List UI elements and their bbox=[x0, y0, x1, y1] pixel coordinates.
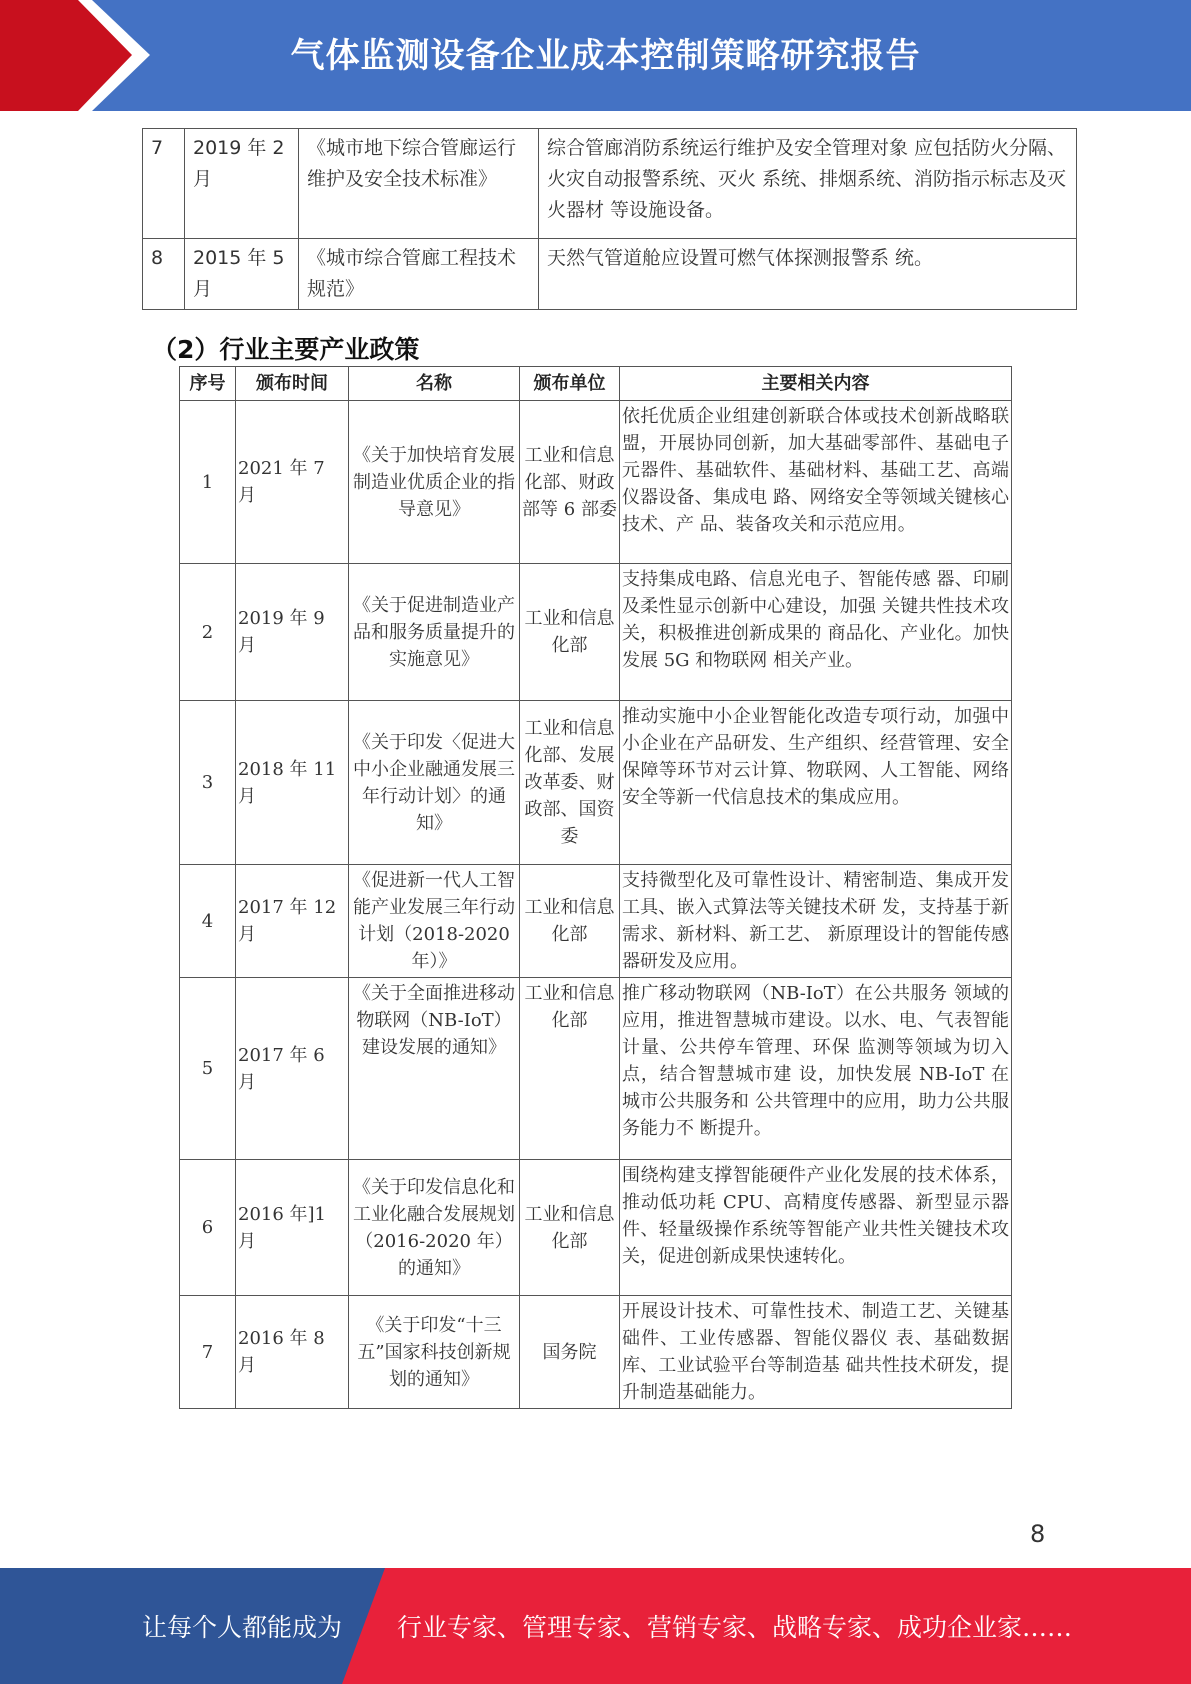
row-name: 《城市综合管廊工程技术 规范》 bbox=[299, 239, 539, 310]
row-content: 围绕构建支撑智能硬件产业化发展的技术体系，推动低功耗 CPU、高精度传感器、新型显示器件、轻量级操作系统等智能产业共性关键技术攻关，促进创新成果快速转化。 bbox=[620, 1160, 1012, 1296]
row-name: 《关于印发信息化和工业化融合发展规划（2016-2020 年）的通知》 bbox=[349, 1160, 520, 1296]
row-date: 2017 年 12 月 bbox=[236, 865, 349, 978]
row-index: 4 bbox=[180, 865, 236, 978]
row-date: 2016 年 8 月 bbox=[236, 1296, 349, 1409]
page-number: 8 bbox=[1030, 1520, 1046, 1548]
industry-policy-table bbox=[179, 366, 1012, 1409]
row-name: 《关于全面推进移动物联网（NB-IoT）建设发展的通知》 bbox=[349, 978, 520, 1160]
row-name: 《关于印发〈促进大中小企业融通发展三年行动计划〉的通知》 bbox=[349, 701, 520, 865]
header-content: 主要相关内容 bbox=[620, 367, 1012, 401]
section-title: （2）行业主要产业政策 bbox=[152, 335, 420, 364]
header-banner bbox=[0, 0, 1191, 111]
row-content: 推广移动物联网（NB-IoT）在公共服务 领域的应用，推进智慧城市建设。以水、电、气表智能计量、公共停车管理、环保 监测等领域为切入点，结合智慧城市建 设，加快发展 NB-IoT 在城市公共服务和 公共管理中的应用，助力公共服务能力不 断提升。 bbox=[620, 978, 1012, 1160]
header-name: 名称 bbox=[349, 367, 520, 401]
report-title: 气体监测设备企业成本控制策略研究报告 bbox=[290, 36, 921, 76]
row-content: 支持微型化及可靠性设计、精密制造、集成开发工具、嵌入式算法等关键技术研 发，支持基于新需求、新材料、新工艺、 新原理设计的智能传感器研发及应用。 bbox=[620, 865, 1012, 978]
row-index: 7 bbox=[143, 129, 185, 239]
row-name: 《城市地下综合管廊运行 维护及安全技术标准》 bbox=[299, 129, 539, 239]
row-content: 支持集成电路、信息光电子、智能传感 器、印刷及柔性显示创新中心建设，加强 关键共性技术攻关，积极推进创新成果的 商品化、产业化。加快发展 5G 和物联网 相关产业。 bbox=[620, 564, 1012, 701]
row-date: 2015 年 5 月 bbox=[185, 239, 299, 310]
table-row bbox=[180, 1296, 1012, 1409]
row-name: 《关于加快培育发展制造业优质企业的指导意见》 bbox=[349, 401, 520, 564]
table-row bbox=[180, 401, 1012, 564]
footer-slogan-right: 行业专家、管理专家、营销专家、战略专家、成功企业家…… bbox=[397, 1613, 1073, 1642]
row-content: 综合管廊消防系统运行维护及安全管理对象 应包括防火分隔、火灾自动报警系统、灭火 系统、排烟系统、消防指示标志及灭火器材 等设施设备。 bbox=[539, 129, 1077, 239]
footer-slogan-left: 让每个人都能成为 bbox=[142, 1613, 343, 1642]
table-header-row bbox=[180, 367, 1012, 401]
row-unit: 工业和信息化部 bbox=[520, 1160, 620, 1296]
table-row bbox=[180, 701, 1012, 865]
row-index: 7 bbox=[180, 1296, 236, 1409]
row-content: 天然气管道舱应设置可燃气体探测报警系 统。 bbox=[539, 239, 1077, 310]
row-unit: 国务院 bbox=[520, 1296, 620, 1409]
table-row bbox=[143, 129, 1077, 239]
row-content: 推动实施中小企业智能化改造专项行动，加强中小企业在产品研发、生产组织、经营管理、安全保障等环节对云计算、物联网、人工智能、网络安全等新一代信息技术的集成应用。 bbox=[620, 701, 1012, 865]
row-index: 5 bbox=[180, 978, 236, 1160]
row-unit: 工业和信息化部、发展改革委、财政部、国资委 bbox=[520, 701, 620, 865]
row-index: 8 bbox=[143, 239, 185, 310]
row-unit: 工业和信息化部 bbox=[520, 865, 620, 978]
row-name: 《关于印发“十三五”国家科技创新规划的通知》 bbox=[349, 1296, 520, 1409]
row-content: 依托优质企业组建创新联合体或技术创新战略联盟，开展协同创新，加大基础零部件、基础电子元器件、基础软件、基础材料、基础工艺、高端仪器设备、集成电 路、网络安全等领域关键核心技术、产 品、装备攻关和示范应用。 bbox=[620, 401, 1012, 564]
row-name: 《促进新一代人工智能产业发展三年行动计划（2018-2020 年）》 bbox=[349, 865, 520, 978]
row-date: 2017 年 6 月 bbox=[236, 978, 349, 1160]
header-idx: 序号 bbox=[180, 367, 236, 401]
row-index: 6 bbox=[180, 1160, 236, 1296]
table-row bbox=[180, 865, 1012, 978]
row-content: 开展设计技术、可靠性技术、制造工艺、关键基础件、工业传感器、智能仪器仪 表、基础数据库、工业试验平台等制造基 础共性技术研发，提升制造基础能力。 bbox=[620, 1296, 1012, 1409]
row-date: 2019 年 9 月 bbox=[236, 564, 349, 701]
table-row bbox=[180, 564, 1012, 701]
row-date: 2019 年 2 月 bbox=[185, 129, 299, 239]
standards-table-continued bbox=[142, 128, 1077, 310]
table-row bbox=[143, 239, 1077, 310]
row-index: 2 bbox=[180, 564, 236, 701]
footer-banner bbox=[0, 1568, 1191, 1684]
row-name: 《关于促进制造业产品和服务质量提升的实施意见》 bbox=[349, 564, 520, 701]
row-date: 2018 年 11 月 bbox=[236, 701, 349, 865]
row-unit: 工业和信息化部 bbox=[520, 564, 620, 701]
row-index: 1 bbox=[180, 401, 236, 564]
header-date: 颁布时间 bbox=[236, 367, 349, 401]
table-row bbox=[180, 978, 1012, 1160]
row-date: 2016 年]1 月 bbox=[236, 1160, 349, 1296]
row-unit: 工业和信息化部、财政部等 6 部委 bbox=[520, 401, 620, 564]
row-date: 2021 年 7 月 bbox=[236, 401, 349, 564]
row-unit: 工业和信息化部 bbox=[520, 978, 620, 1160]
header-unit: 颁布单位 bbox=[520, 367, 620, 401]
table-row bbox=[180, 1160, 1012, 1296]
row-index: 3 bbox=[180, 701, 236, 865]
